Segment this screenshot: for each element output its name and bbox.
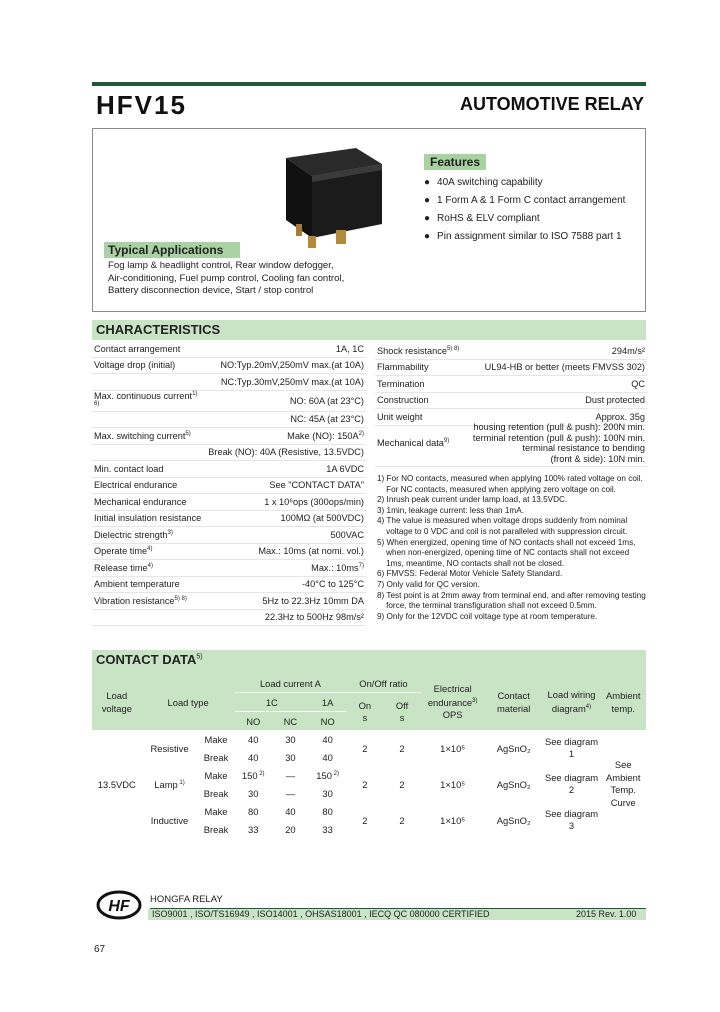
contact-data-heading: CONTACT DATA$^{5)}$ [92,650,646,674]
characteristic-value: 22.3Hz to 500Hz 98m/s² [206,609,366,626]
hdr-onoff: On/Off ratio [346,674,420,693]
characteristic-label [92,444,206,461]
characteristic-value: -40°C to 125°C [206,576,366,593]
make-label: Make [204,769,228,781]
characteristic-row [92,428,366,445]
contact-data-table [92,674,646,838]
characteristic-value: 5Hz to 22.3Hz 10mm DA [206,593,366,610]
characteristic-value: Break (NO): 40A (Resistive, 13.5VDC) [206,444,366,461]
note-line: 9) Only for the 12VDC coil voltage type at room temperature. [377,611,598,621]
characteristic-row [92,357,366,374]
make-label: Make [204,805,228,817]
make-current-cell: 80 [322,805,333,817]
break-current-cell: 20 [285,823,296,835]
note-line: 3) 1min, leakage current: less than 1mA. [377,505,524,515]
mechanical-line: housing retention (pull & push): 200N min. [473,422,645,432]
characteristic-label: Mechanical endurance [92,494,206,511]
characteristic-row [375,343,647,359]
hdr-1a: 1A [309,693,346,712]
characteristic-value: 1A 6VDC [206,461,366,478]
off-time-cell: 2 [399,778,405,790]
characteristic-value: NC:Typ.30mV,250mV max.(at 10A) [206,374,366,391]
hdr-no2: NO [320,715,335,727]
make-current-cell: 30 [285,733,296,745]
characteristic-value: See "CONTACT DATA" [206,477,366,494]
characteristic-row [92,390,366,411]
characteristic-row [92,374,366,391]
characteristic-label: Shock resistance$^{5) 8)}$ [375,343,471,359]
characteristic-label: Electrical endurance [92,477,206,494]
characteristic-label: Contact arrangement [92,341,206,357]
characteristic-row [92,510,366,527]
characteristic-label [92,609,206,626]
characteristic-label: Min. contact load [92,461,206,478]
contact-row [92,766,646,784]
characteristic-label: Operate time$^{4)}$ [92,543,206,560]
characteristic-value: Make (NO): $150A^{2)}$ [206,428,366,445]
note-line: 6) FMVSS: Federal Motor Vehicle Safety Standard. [377,569,563,579]
characteristic-value: NO:Typ.20mV,250mV max.(at 10A) [206,357,366,374]
material-cell: AgSnO₂ [496,778,531,790]
characteristic-label: Flammability [375,359,471,376]
load-type-cell: Lamp $^{1)}$ [154,778,185,790]
ambient-cell: See Ambient Temp. Curve [606,759,641,808]
endurance-cell: 1×10⁵ [440,778,466,790]
characteristic-row [375,359,647,376]
characteristic-value: Max.: $10ms^{7)}$ [206,560,366,577]
load-type-cell: Resistive [150,742,189,754]
applications-heading: Typical Applications [104,242,240,258]
note-line: force, the terminal transfiguration shall not exceed 0.5mm. [377,601,597,611]
application-line: Air-conditioning, Fuel pump control, Cooling fan control, [108,272,345,284]
characteristic-row [375,392,647,409]
characteristic-value: QC [471,376,647,393]
revision: 2015 Rev. 1.00 [576,909,637,919]
load-type-cell: Inductive [150,814,189,826]
hdr-off: Off s [395,699,409,723]
note-line: For NC contacts, measured when applying zero voltage on coil. [377,484,616,494]
note-line: 1) For NO contacts, measured when applying 100% rated voltage on coil. [377,474,643,483]
characteristic-label [92,411,206,428]
page-number: 67 [94,944,106,955]
mechanical-line: (front & side): 10N min. [550,453,645,464]
relay-product-image [278,146,388,250]
applications-text [108,260,398,298]
characteristic-value: NO: 60A (at 23°C) [206,390,366,411]
characteristics-left-table [92,341,366,626]
make-current-cell: 40 [322,733,333,745]
break-label: Break [203,823,229,835]
note-line: 5) When energized, opening time of NO contacts shall not exceed 1ms, [377,537,636,547]
characteristic-label: Max. switching current$^{5)}$ [92,428,206,445]
characteristic-value: Dust protected [471,392,647,409]
diagram-cell: See diagram 3 [544,808,599,831]
break-current-cell: 33 [248,823,259,835]
characteristic-value: Approx. 35g [471,409,647,426]
on-time-cell: 2 [362,742,368,754]
characteristic-row [92,593,366,610]
diagram-cell: See diagram 2 [544,772,599,795]
contact-row [92,730,646,748]
feature-item: ● RoHS & ELV compliant [424,212,625,230]
characteristic-value: Max.: 10ms (at nomi. vol.) [206,543,366,560]
characteristic-row [92,411,366,428]
svg-text:HF: HF [108,898,130,915]
hongfa-logo [96,890,142,920]
hdr-load-type: Load type [167,696,209,708]
characteristic-row [92,527,366,544]
feature-item: ● 1 Form A & 1 Form C contact arrangement [424,194,625,212]
break-current-cell: 33 [322,823,333,835]
hdr-material: Contact material [496,690,531,714]
make-current-cell: 80 [248,805,259,817]
characteristic-row [92,576,366,593]
certifications: ISO9001 , ISO/TS16949 , ISO14001 , OHSAS18001 , IECQ QC 080000 CERTIFIED [152,909,490,919]
note-line: 7) Only valid for QC version. [377,579,480,589]
characteristic-label: Vibration resistance$^{5) 8)}$ [92,593,206,610]
characteristic-label [92,374,206,391]
material-cell: AgSnO₂ [496,742,531,754]
make-current-cell: 150 $^{2)}$ [316,769,339,781]
characteristic-label: Voltage drop (initial) [92,357,206,374]
characteristic-row [92,341,366,357]
endurance-cell: 1×10⁵ [440,814,466,826]
note-line: 2) Inrush peak current under lamp load, at 13.5VDC. [377,495,568,505]
characteristic-label: Construction [375,392,471,409]
characteristic-row [92,560,366,577]
hdr-on: On s [358,699,372,723]
characteristic-value: 294m/s² [471,343,647,359]
hdr-1c: 1C [235,693,309,712]
characteristic-value: 500VAC [206,527,366,544]
note-line: 1ms, meantime, NO contacts shall not be closed. [377,558,565,568]
characteristic-value: UL94-HB or better (meets FMVSS 302) [471,359,647,376]
application-line: Battery disconnection device, Start / stop control [108,285,314,296]
characteristic-value: 1A, 1C [206,341,366,357]
contact-row [92,802,646,820]
break-current-cell: — [285,787,296,799]
characteristic-row [92,477,366,494]
break-label: Break [203,751,229,763]
hdr-load-voltage: Load voltage [101,690,132,714]
diagram-cell: See diagram 1 [544,736,599,759]
characteristic-label: Initial insulation resistance [92,510,206,527]
break-label: Break [203,787,229,799]
mechanical-line: terminal retention (pull & push): 100N min. [472,432,645,443]
make-current-cell: 40 [285,805,296,817]
note-line: 8) Test point is at 2mm away from terminal end, and after removing testing [377,590,646,600]
endurance-cell: 1×10⁵ [440,742,466,754]
characteristic-row [92,461,366,478]
characteristic-label: Ambient temperature [92,576,206,593]
features-heading: Features [424,154,486,170]
make-label: Make [204,733,228,745]
characteristic-label: Max. continuous current$^{1) 6)}$ [92,390,206,411]
break-current-cell: 40 [248,751,259,763]
model-title: HFV15 [96,90,187,120]
make-current-cell: 150 $^{2)}$ [241,769,265,781]
break-current-cell: 30 [285,751,296,763]
characteristics-notes [377,474,647,622]
note-line: when non-energized, opening time of NC contacts shall not exceed [377,548,630,558]
characteristic-label: Dielectric strength$^{3)}$ [92,527,206,544]
hdr-no: NO [246,715,261,727]
make-current-cell: — [285,769,296,781]
hdr-load-current: Load current A [235,674,347,693]
characteristic-value: 1 x 10⁶ops (300ops/min) [206,494,366,511]
category-title: AUTOMOTIVE RELAY [459,94,644,114]
characteristic-value: NC: 45A (at 23°C) [206,411,366,428]
on-time-cell: 2 [362,778,368,790]
material-cell: AgSnO₂ [496,814,531,826]
hdr-ambient: Ambient temp. [606,690,641,714]
characteristic-row [92,494,366,511]
note-line: 4) The value is measured when voltage drops suddenly from nominal [377,516,628,526]
on-time-cell: 2 [362,814,368,826]
hdr-nc: NC [283,715,298,727]
off-time-cell: 2 [399,814,405,826]
hdr-endurance: Electrical endurance$^{3)}$ OPS [427,682,478,721]
characteristic-row [92,609,366,626]
characteristic-label: Termination [375,376,471,393]
off-time-cell: 2 [399,742,405,754]
feature-item: ● 40A switching capability [424,176,625,194]
mechanical-data-table [375,420,647,467]
make-current-cell: 40 [248,733,259,745]
hdr-wiring: Load wiring diagram$^{4)}$ [547,689,596,715]
break-current-cell: 30 [322,787,333,799]
application-line: Fog lamp & headlight control, Rear window defogger, [108,260,334,271]
mechanical-label: Mechanical data$^{9)}$ [375,420,469,467]
characteristic-row [92,444,366,461]
characteristic-row [375,376,647,393]
characteristic-label: Release time$^{4)}$ [92,560,206,577]
characteristics-right-table [375,343,647,426]
mechanical-values [469,420,647,467]
features-list [424,176,625,248]
characteristic-row [92,543,366,560]
characteristic-value: 100MΩ (at 500VDC) [206,510,366,527]
note-line: voltage to 0 VDC and coil is not paralleled with suppression circuit. [377,526,628,536]
mechanical-line: terminal resistance to bending [522,443,645,453]
load-voltage-cell: 13.5VDC [97,778,136,790]
break-current-cell: 40 [322,751,333,763]
characteristics-heading: CHARACTERISTICS [92,320,646,340]
characteristic-label: Unit weight [375,409,471,426]
feature-item: ● Pin assignment similar to ISO 7588 part 1 [424,230,625,248]
break-current-cell: 30 [248,787,259,799]
company-name: HONGFA RELAY [150,894,223,905]
